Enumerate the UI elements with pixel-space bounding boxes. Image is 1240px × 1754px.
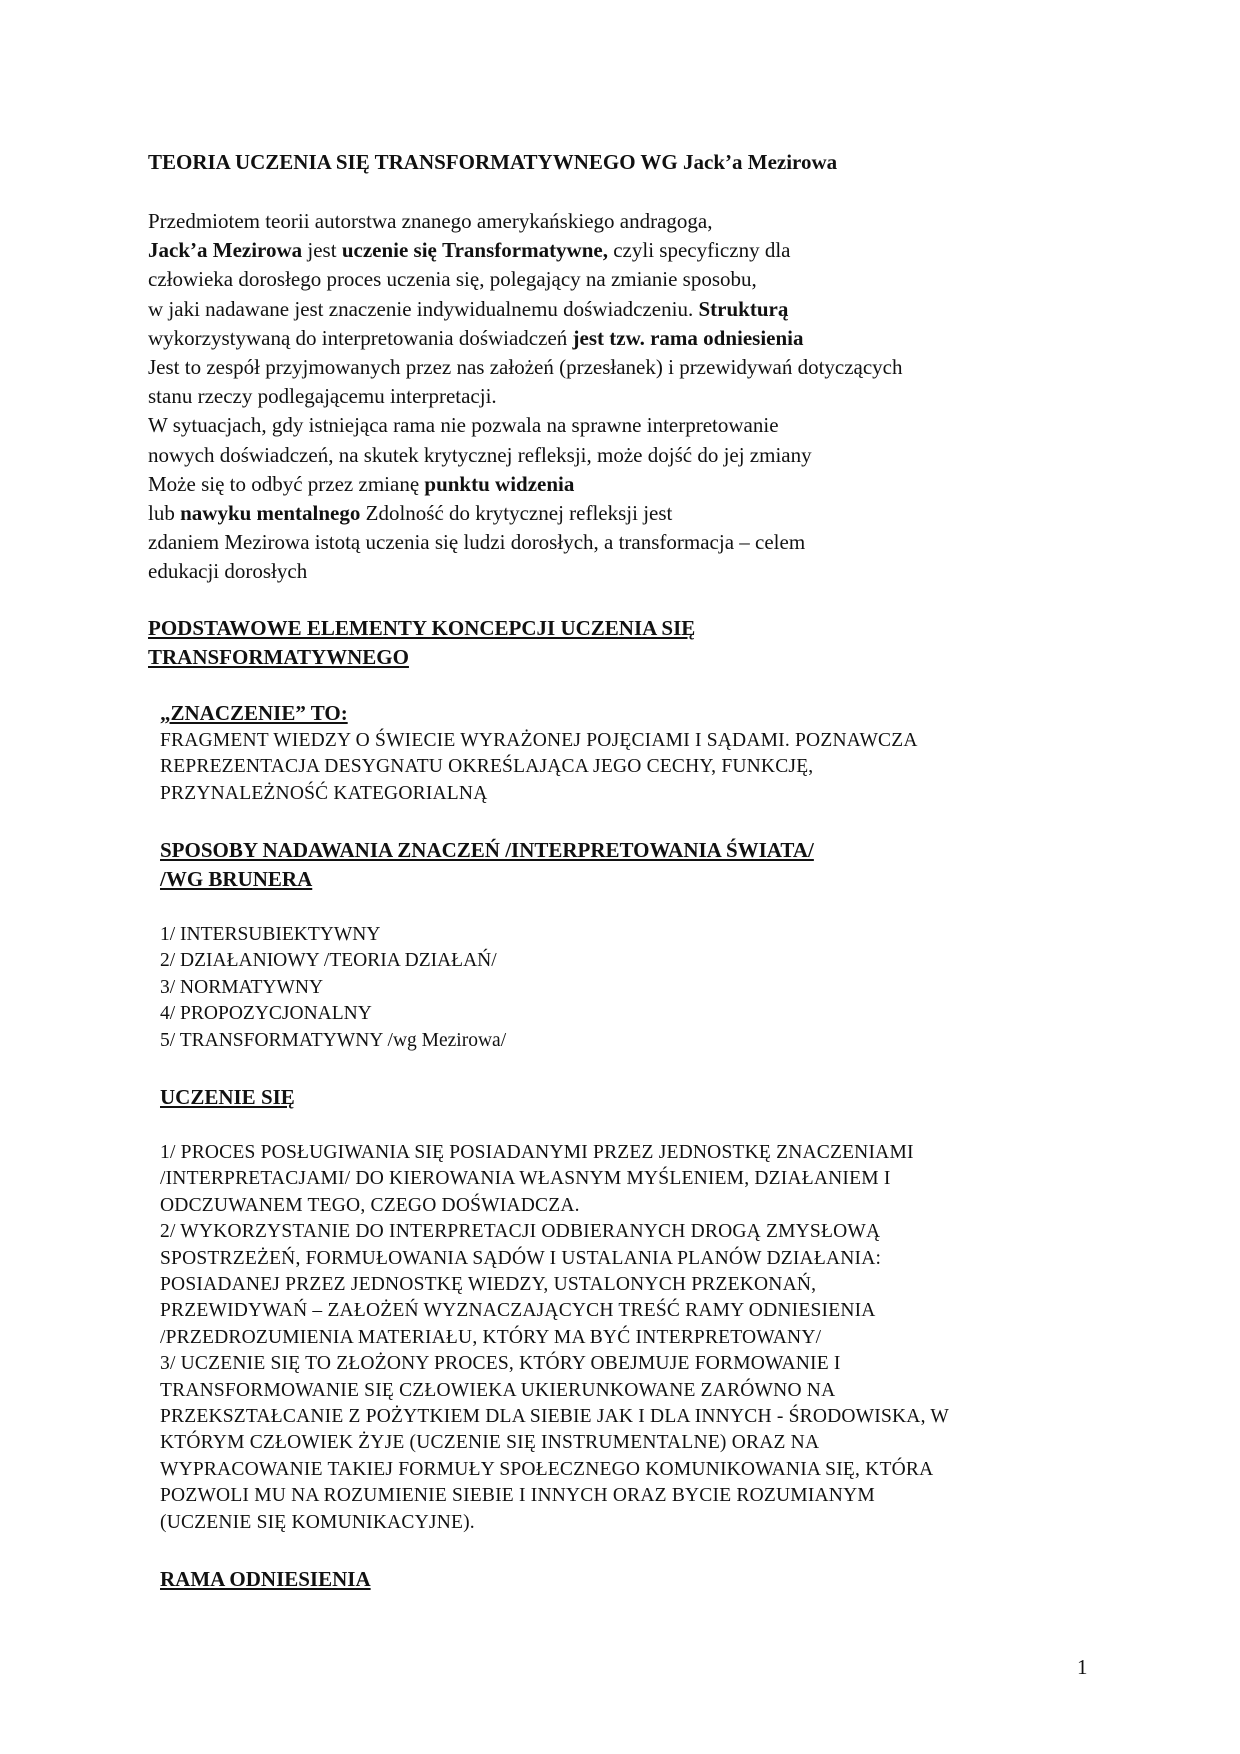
document-title: TEORIA UCZENIA SIĘ TRANSFORMATYWNEGO WG Jack’a Mezirowa (148, 150, 838, 174)
intro-line (148, 470, 1108, 499)
definition-line: FRAGMENT WIEDZY O ŚWIECIE WYRAŻONEJ POJĘCIAMI I SĄDAMI. POZNAWCZA (160, 730, 918, 751)
intro-line: zdaniem Mezirowa istotą uczenia się ludzi dorosłych, a transformacja – celem (148, 530, 806, 555)
intro-line: stanu rzeczy podlegającemu interpretacji. (148, 384, 497, 409)
znaczenie-definition (160, 728, 1100, 807)
body-line: POZWOLI MU NA ROZUMIENIE SIEBIE I INNYCH ORAZ BYCIE ROZUMIANYM (160, 1485, 875, 1507)
text: czyli specyficzny dla (607, 238, 791, 263)
body-line: PRZEWIDYWAŃ – ZAŁOŻEŃ WYZNACZAJĄCYCH TREŚĆ RAMY ODNIESIENIA (160, 1300, 876, 1322)
intro-line: W sytuacjach, gdy istniejąca rama nie pozwala na sprawne interpretowanie (148, 413, 779, 438)
heading-line: SPOSOBY NADAWANIA ZNACZEŃ /INTERPRETOWANIA ŚWIATA/ (160, 838, 814, 862)
text: Zdolność do krytycznej refleksji jest (360, 501, 673, 526)
bold-text: Jack’a Mezirowa (148, 238, 303, 263)
text: lub (148, 501, 181, 526)
list-item: 5/ TRANSFORMATYWNY /wg Mezirowa/ (160, 1029, 507, 1051)
body-line: 2/ WYKORZYSTANIE DO INTERPRETACJI ODBIERANYCH DROGĄ ZMYSŁOWĄ (160, 1221, 881, 1243)
list-item: 4/ PROPOZYCJONALNY (160, 1003, 372, 1025)
bold-text: punktu widzenia (424, 471, 575, 496)
bold-text: uczenie się (341, 238, 437, 263)
uczenie-body (160, 1140, 1100, 1536)
bold-text: nawyku mentalnego (180, 501, 361, 526)
text: w jaki nadawane jest znaczenie indywidualnemu doświadczeniu. (148, 296, 699, 321)
znaczenie-heading: „ZNACZENIE” TO: (160, 701, 348, 725)
heading-line: TRANSFORMATYWNEGO (148, 645, 409, 669)
body-line: (UCZENIE SIĘ KOMUNIKACYJNE). (160, 1511, 475, 1533)
body-line: /INTERPRETACJAMI/ DO KIEROWANIA WŁASNYM MYŚLENIEM, DZIAŁANIEM I (160, 1168, 891, 1190)
body-line: POSIADANEJ PRZEZ JEDNOSTKĘ WIEDZY, USTALONYCH PRZEKONAŃ, (160, 1274, 817, 1296)
uczenie-heading: UCZENIE SIĘ (160, 1085, 295, 1109)
body-line: ODCZUWANEM TEGO, CZEGO DOŚWIADCZA. (160, 1194, 580, 1216)
body-line: WYPRACOWANIE TAKIEJ FORMUŁY SPOŁECZNEGO KOMUNIKOWANIA SIĘ, KTÓRA (160, 1458, 934, 1480)
list-item: 1/ INTERSUBIEKTYWNY (160, 924, 381, 945)
heading-line: /WG BRUNERA (160, 867, 313, 891)
section-heading-main (148, 614, 695, 672)
intro-line (148, 295, 1108, 324)
text: Może się to odbyć przez zmianę (148, 471, 425, 496)
body-line: PRZEKSZTAŁCANIE Z POŻYTKIEM DLA SIEBIE JAK I DLA INNYCH - ŚRODOWISKA, W (160, 1406, 949, 1428)
definition-line: REPREZENTACJA DESYGNATU OKREŚLAJĄCA JEGO CECHY, FUNKCJĘ, (160, 756, 814, 778)
sposoby-list (160, 922, 506, 1054)
body-line: TRANSFORMOWANIE SIĘ CZŁOWIEKA UKIERUNKOWANE ZARÓWNO NA (160, 1379, 836, 1401)
list-item: 2/ DZIAŁANIOWY /TEORIA DZIAŁAŃ/ (160, 950, 497, 972)
intro-line (148, 236, 1108, 265)
bold-text: Transformatywne, (442, 238, 608, 263)
body-line: 1/ PROCES POSŁUGIWANIA SIĘ POSIADANYMI PRZEZ JEDNOSTKĘ ZNACZENIAMI (160, 1142, 914, 1163)
definition-line: PRZYNALEŻNOŚĆ KATEGORIALNĄ (160, 782, 488, 804)
intro-line: nowych doświadczeń, na skutek krytycznej refleksji, może dojść do jej zmiany (148, 442, 812, 467)
intro-line (148, 324, 1108, 353)
text: wykorzystywaną do interpretowania doświadczeń (148, 325, 573, 350)
body-line: SPOSTRZEŻEŃ, FORMUŁOWANIA SĄDÓW I USTALANIA PLANÓW DZIAŁANIA: (160, 1247, 882, 1269)
sposoby-heading (160, 836, 814, 894)
intro-line: edukacji dorosłych (148, 559, 308, 584)
body-line: /PRZEDROZUMIENIA MATERIAŁU, KTÓRY MA BYĆ INTERPRETOWANY/ (160, 1326, 822, 1348)
intro-line: człowieka dorosłego proces uczenia się, polegający na zmianie sposobu, (148, 267, 757, 292)
intro-paragraph (148, 207, 1108, 587)
text: jest (302, 238, 342, 263)
intro-line (148, 499, 1108, 528)
intro-line: Jest to zespół przyjmowanych przez nas założeń (przesłanek) i przewidywań dotyczących (148, 355, 903, 380)
body-line: KTÓRYM CZŁOWIEK ŻYJE (UCZENIE SIĘ INSTRUMENTALNE) ORAZ NA (160, 1432, 820, 1454)
bold-text: Strukturą (698, 296, 789, 321)
rama-heading: RAMA ODNIESIENIA (160, 1567, 371, 1591)
body-line: 3/ UCZENIE SIĘ TO ZŁOŻONY PROCES, KTÓRY OBEJMUJE FORMOWANIE I (160, 1353, 841, 1375)
bold-text: jest tzw. rama odniesienia (572, 325, 804, 350)
heading-line: PODSTAWOWE ELEMENTY KONCEPCJI UCZENIA SIĘ (148, 616, 696, 640)
intro-line: Przedmiotem teorii autorstwa znanego amerykańskiego andragoga, (148, 209, 713, 233)
page-number: 1 (1077, 1655, 1088, 1679)
list-item: 3/ NORMATYWNY (160, 976, 324, 998)
